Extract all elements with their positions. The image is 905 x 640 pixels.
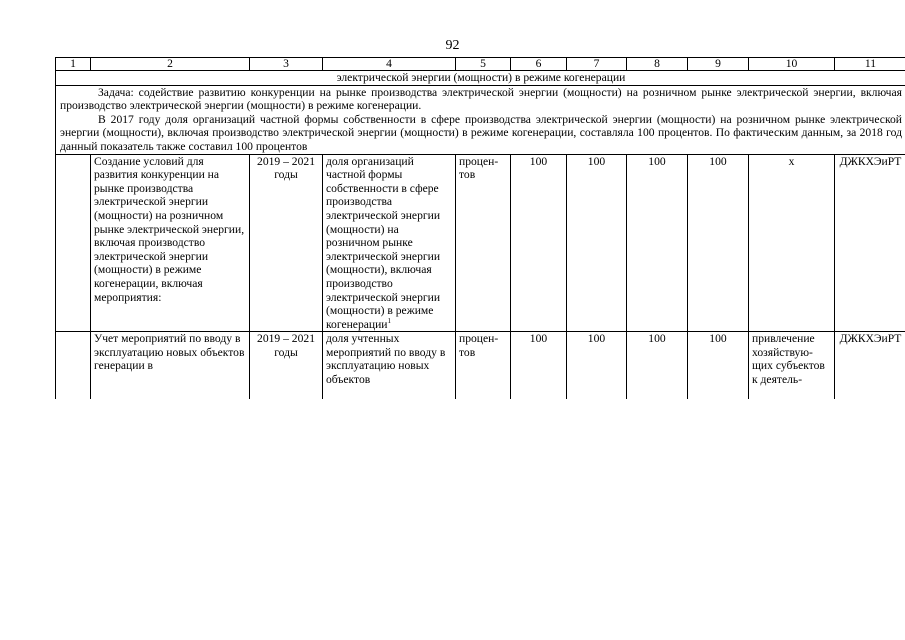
table-row (56, 332, 905, 400)
indicator-text: доля организаций частной формы собственности в сфере производства электрической энергии (мощности) на розничном рынке электрической энергии (мощности), включая производство электрической энергии (мощности) в режиме когенерации (326, 154, 441, 331)
value-cell: 100 (688, 332, 749, 400)
unit-cell: процен-тов (456, 332, 511, 400)
task-description (56, 85, 905, 154)
task-paragraph: В 2017 году доля организаций частной формы собственности в сфере производства электрической энергии (мощности) на розничном рынке электрической энергии (мощности), включая производство электрической энергии (мощности) в режиме когенерации, составляла 100 процентов. По фактическим данным, за 2018 год данный показатель также составил 100 процентов (60, 112, 902, 153)
value-cell: 100 (627, 154, 688, 332)
value-cell: 100 (567, 154, 627, 332)
value-cell: 100 (567, 332, 627, 400)
row-number-cell (56, 332, 91, 400)
measure-name-cell: Учет мероприятий по вводу в эксплуатацию новых объектов генерации в (91, 332, 250, 400)
section-title-row (56, 71, 905, 86)
task-row (56, 85, 905, 154)
result-cell: х (749, 154, 835, 332)
result-cell: привлечение хозяйствую-щих субъектов к деятель- (749, 332, 835, 400)
table-row (56, 154, 905, 332)
column-number: 4 (323, 58, 456, 71)
value-cell: 100 (511, 332, 567, 400)
measure-name-cell: Создание условий для развития конкуренции на рынке производства электрической энергии (мощности) на розничном рынке электрической энергии, включая производство электрической энергии (мощности) в режиме когенерации, включая мероприятия: (91, 154, 250, 332)
footnote-mark: 1 (387, 316, 391, 325)
value-cell: 100 (627, 332, 688, 400)
value-cell: 100 (511, 154, 567, 332)
row-number-cell (56, 154, 91, 332)
indicator-cell (323, 154, 456, 332)
unit-cell: процен-тов (456, 154, 511, 332)
value-cell: 100 (688, 154, 749, 332)
column-number: 11 (835, 58, 905, 71)
column-number: 2 (91, 58, 250, 71)
column-number: 6 (511, 58, 567, 71)
column-number: 8 (627, 58, 688, 71)
page-number: 92 (445, 38, 460, 53)
measures-table (55, 57, 905, 399)
column-number: 7 (567, 58, 627, 71)
section-title: электрической энергии (мощности) в режиме когенерации (56, 71, 905, 86)
period-cell: 2019 – 2021 годы (250, 332, 323, 400)
column-number: 10 (749, 58, 835, 71)
column-number: 1 (56, 58, 91, 71)
column-number: 3 (250, 58, 323, 71)
responsible-cell: ДЖКХЭиРТ (835, 154, 905, 332)
indicator-cell: доля учтенных мероприятий по вводу в эксплуатацию новых объектов (323, 332, 456, 400)
column-number: 5 (456, 58, 511, 71)
task-paragraph: Задача: содействие развитию конкуренции на рынке производства электрической энергии (мощности) на розничном рынке электрической энергии, включая производство электрической энергии (мощности) в режиме когенерации. (60, 85, 902, 113)
column-number: 9 (688, 58, 749, 71)
responsible-cell: ДЖКХЭиРТ (835, 332, 905, 400)
column-number-row (56, 58, 905, 71)
period-cell: 2019 – 2021 годы (250, 154, 323, 332)
